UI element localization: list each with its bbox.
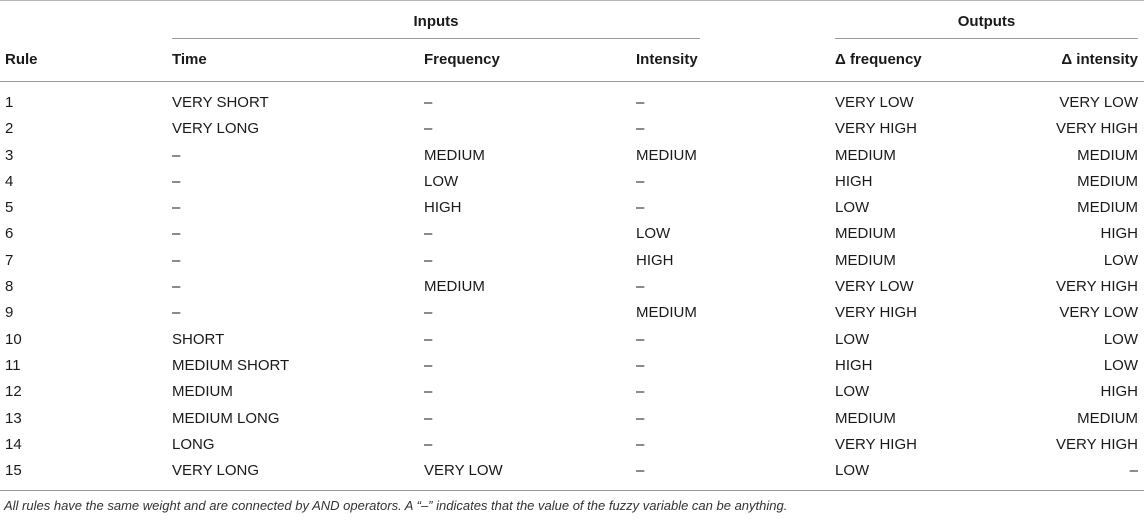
table-row bbox=[0, 144, 1144, 170]
table-row bbox=[0, 196, 1144, 222]
cell-delta-intensity: – bbox=[1129, 462, 1138, 480]
cell-delta-frequency: VERY HIGH bbox=[835, 435, 917, 453]
cell-delta-intensity: MEDIUM bbox=[1077, 146, 1138, 164]
column-header-delta-frequency: Δ frequency bbox=[835, 51, 922, 68]
cell-frequency: LOW bbox=[424, 172, 459, 190]
cell-delta-frequency: VERY LOW bbox=[835, 278, 914, 296]
cell-delta-frequency: HIGH bbox=[835, 172, 873, 190]
header-separator bbox=[0, 81, 1144, 82]
cell-intensity: – bbox=[636, 356, 645, 374]
cell-frequency: – bbox=[424, 383, 433, 401]
cell-intensity: – bbox=[636, 120, 645, 138]
inputs-group-underline bbox=[172, 38, 700, 39]
cell-delta-frequency: VERY LOW bbox=[835, 94, 914, 111]
cell-time: MEDIUM bbox=[172, 383, 233, 401]
cell-intensity: – bbox=[636, 199, 645, 217]
table-row bbox=[0, 170, 1144, 196]
cell-delta-intensity: VERY HIGH bbox=[1056, 120, 1138, 138]
cell-frequency: – bbox=[424, 94, 433, 111]
cell-intensity: – bbox=[636, 94, 645, 111]
table-row bbox=[0, 433, 1144, 459]
cell-delta-intensity: VERY HIGH bbox=[1056, 278, 1138, 296]
cell-delta-frequency: LOW bbox=[835, 462, 870, 480]
cell-time: – bbox=[172, 251, 181, 269]
cell-delta-frequency: VERY HIGH bbox=[835, 120, 917, 138]
cell-delta-intensity: MEDIUM bbox=[1077, 172, 1138, 190]
table-row bbox=[0, 407, 1144, 433]
cell-frequency: HIGH bbox=[424, 199, 462, 217]
column-header-frequency: Frequency bbox=[424, 51, 500, 68]
cell-rule: 15 bbox=[5, 462, 22, 480]
table-row bbox=[0, 222, 1144, 248]
cell-rule: 3 bbox=[5, 146, 14, 164]
column-header-rule: Rule bbox=[5, 51, 38, 68]
cell-intensity: – bbox=[636, 278, 645, 296]
table-row bbox=[0, 249, 1144, 275]
cell-rule: 5 bbox=[5, 199, 14, 217]
cell-delta-intensity: MEDIUM bbox=[1077, 199, 1138, 217]
cell-time: – bbox=[172, 278, 181, 296]
cell-intensity: HIGH bbox=[636, 251, 674, 269]
column-header-delta-intensity: Δ intensity bbox=[1061, 51, 1138, 68]
cell-rule: 4 bbox=[5, 172, 14, 190]
cell-rule: 9 bbox=[5, 304, 14, 322]
cell-time: – bbox=[172, 225, 181, 243]
cell-frequency: MEDIUM bbox=[424, 278, 485, 296]
cell-time: LONG bbox=[172, 435, 215, 453]
cell-rule: 11 bbox=[5, 356, 21, 374]
cell-rule: 7 bbox=[5, 251, 14, 269]
table-row bbox=[0, 275, 1144, 301]
table-row bbox=[0, 354, 1144, 380]
cell-delta-frequency: MEDIUM bbox=[835, 146, 896, 164]
cell-delta-frequency: HIGH bbox=[835, 356, 873, 374]
cell-time: – bbox=[172, 172, 181, 190]
cell-rule: 14 bbox=[5, 435, 22, 453]
cell-intensity: – bbox=[636, 409, 645, 427]
cell-time: SHORT bbox=[172, 330, 225, 348]
cell-delta-frequency: LOW bbox=[835, 330, 870, 348]
cell-time: VERY LONG bbox=[172, 462, 259, 480]
cell-intensity: MEDIUM bbox=[636, 146, 697, 164]
cell-delta-frequency: MEDIUM bbox=[835, 225, 896, 243]
cell-frequency: – bbox=[424, 409, 433, 427]
cell-frequency: – bbox=[424, 330, 433, 348]
table-row bbox=[0, 117, 1144, 143]
cell-delta-intensity: VERY HIGH bbox=[1056, 435, 1138, 453]
cell-time: – bbox=[172, 304, 181, 322]
cell-rule: 12 bbox=[5, 383, 22, 401]
cell-intensity: – bbox=[636, 172, 645, 190]
cell-rule: 2 bbox=[5, 120, 14, 138]
cell-intensity: MEDIUM bbox=[636, 304, 697, 322]
cell-frequency: – bbox=[424, 251, 433, 269]
table-footnote: All rules have the same weight and are connected by AND operators. A “–” indicates that the value of the fuzzy variable can be anything. bbox=[4, 498, 788, 513]
table-body bbox=[0, 91, 1144, 485]
cell-time: MEDIUM LONG bbox=[172, 409, 280, 427]
cell-frequency: – bbox=[424, 356, 433, 374]
cell-time: MEDIUM SHORT bbox=[172, 356, 290, 374]
cell-delta-frequency: MEDIUM bbox=[835, 409, 896, 427]
cell-rule: 8 bbox=[5, 278, 14, 296]
table-row bbox=[0, 380, 1144, 406]
cell-time: VERY SHORT bbox=[172, 94, 269, 111]
cell-time: – bbox=[172, 199, 181, 217]
outputs-group-header: Outputs bbox=[957, 13, 1016, 30]
cell-frequency: – bbox=[424, 225, 433, 243]
cell-rule: 6 bbox=[5, 225, 14, 243]
column-header-time: Time bbox=[172, 51, 207, 68]
inputs-group-header: Inputs bbox=[413, 13, 459, 30]
cell-frequency: – bbox=[424, 120, 433, 138]
cell-frequency: VERY LOW bbox=[424, 462, 503, 480]
cell-frequency: MEDIUM bbox=[424, 146, 485, 164]
cell-intensity: – bbox=[636, 383, 645, 401]
cell-intensity: LOW bbox=[636, 225, 671, 243]
cell-delta-intensity: LOW bbox=[1103, 330, 1138, 348]
cell-rule: 10 bbox=[5, 330, 22, 348]
table-row bbox=[0, 459, 1144, 485]
cell-delta-intensity: VERY LOW bbox=[1059, 94, 1138, 111]
cell-intensity: – bbox=[636, 330, 645, 348]
cell-time: – bbox=[172, 146, 181, 164]
table-bottom-border bbox=[0, 490, 1144, 491]
table-row bbox=[0, 301, 1144, 327]
cell-delta-intensity: LOW bbox=[1103, 251, 1138, 269]
cell-frequency: – bbox=[424, 435, 433, 453]
column-header-intensity: Intensity bbox=[636, 51, 698, 68]
cell-frequency: – bbox=[424, 304, 433, 322]
cell-intensity: – bbox=[636, 462, 645, 480]
table-top-border bbox=[0, 0, 1144, 1]
cell-delta-intensity: HIGH bbox=[1100, 225, 1138, 243]
cell-delta-frequency: VERY HIGH bbox=[835, 304, 917, 322]
outputs-group-underline bbox=[835, 38, 1138, 39]
cell-delta-intensity: LOW bbox=[1103, 356, 1138, 374]
cell-time: VERY LONG bbox=[172, 120, 259, 138]
cell-delta-frequency: MEDIUM bbox=[835, 251, 896, 269]
cell-intensity: – bbox=[636, 435, 645, 453]
cell-delta-intensity: HIGH bbox=[1100, 383, 1138, 401]
cell-delta-frequency: LOW bbox=[835, 199, 870, 217]
cell-delta-frequency: LOW bbox=[835, 383, 870, 401]
cell-delta-intensity: VERY LOW bbox=[1059, 304, 1138, 322]
table-row bbox=[0, 328, 1144, 354]
cell-delta-intensity: MEDIUM bbox=[1077, 409, 1138, 427]
table-row bbox=[0, 91, 1144, 117]
cell-rule: 1 bbox=[5, 94, 14, 111]
cell-rule: 13 bbox=[5, 409, 22, 427]
